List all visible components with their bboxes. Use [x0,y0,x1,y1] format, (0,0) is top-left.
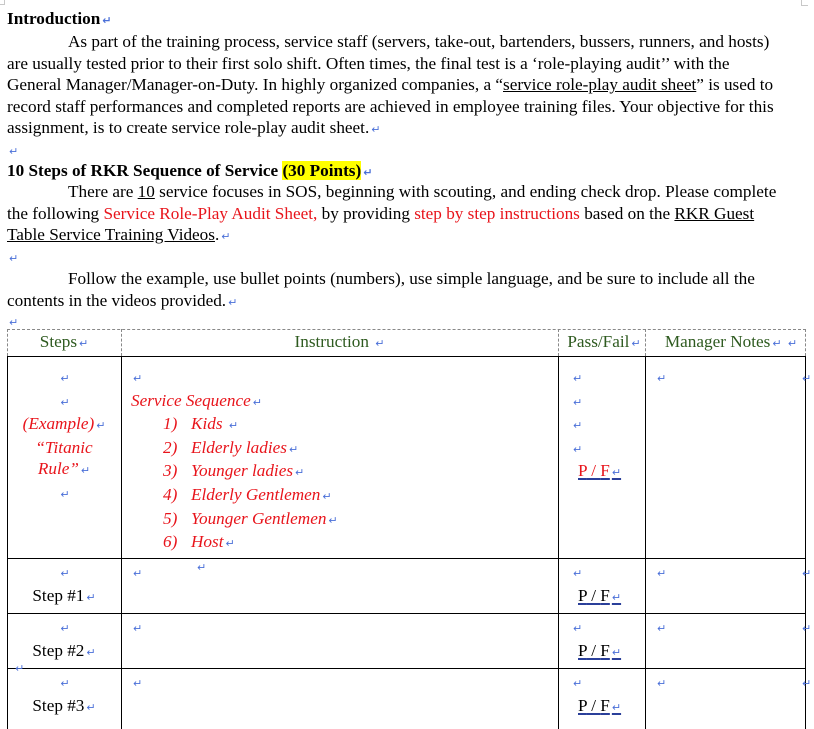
page-corner-mark [801,0,808,6]
example-instruction: ↵ Service Sequence ↵ 1) Kids ↵ 2) Elderly ladies ↵ 3) Younger ladies ↵ 4) Elderly Gentlemen ↵ 5) Younger Gentlemen ↵ 6) Host ↵ ↵ [131,366,551,578]
paragraph-mark: ↵ [15,662,25,675]
step-pass-fail[interactable]: ↵ P / F ↵ [573,677,622,715]
audit-sheet-link[interactable]: service role-play audit sheet [503,75,697,95]
header-pass-fail: Pass/Fail ↵ [567,332,641,351]
step-instruction-field[interactable]: ↵ [133,677,143,690]
list-item: 1) Kids ↵ [163,414,239,434]
list-item: 2) Elderly ladies ↵ [163,437,299,457]
step-instruction-field[interactable]: ↵ [133,622,143,635]
row-end-mark: ↵ [802,677,812,690]
step-label: ↵ Step #3 ↵ [32,677,96,715]
steps-paragraph: There are 10 service focuses in SOS, beginning with scouting, and ending check drop. Please complete the following Service Role-Play Audit Sheet, by providing step by step instructions based on the RKR Guest Table Service Training Videos. ↵ [7,182,777,245]
example-pass-fail: ↵ ↵ ↵ ↵ P / F ↵ [573,372,622,481]
intro-heading: Introduction ↵ [7,9,112,28]
intro-paragraph: As part of the training process, service staff (servers, take-out, bartenders, bussers, runners, and hosts) are usually tested prior to their first solo shift. Often times, the final test is a ‘role-playing audit’’ with the General Manager/Manager-on-Duty. In highly organized companies, a “service role-play audit sheet” is used to record staff performances and completed reports are achieved in employee training files. Your objective for this assignment, is to create service role-play audit sheet. ↵ [7,32,774,138]
points-highlight: (30 Points) [282,161,362,180]
example-notes: ↵ [657,372,667,385]
step-label: ↵ Step #1 ↵ [32,567,96,605]
list-item: 3) Younger ladies ↵ [163,461,305,481]
step-notes-field[interactable]: ↵ [657,677,667,690]
list-item: 4) Elderly Gentlemen ↵ [163,484,332,504]
step-notes-field[interactable]: ↵ [657,622,667,635]
training-videos-link[interactable]: RKR Guest Table Service Training Videos [7,203,755,245]
service-sequence-title: Service Sequence ↵ [131,390,262,410]
header-manager-notes: Manager Notes ↵ ↵ [664,332,798,351]
row-end-mark: ↵ [802,372,812,385]
page-corner-mark [0,0,5,5]
list-item: 5) Younger Gentlemen ↵ [163,508,338,528]
header-instruction: Instruction ↵ [294,332,385,351]
step-label: ↵ Step #2 ↵ [32,622,96,660]
list-item: 6) Host ↵ [163,532,235,552]
audit-table [7,329,812,729]
step-pass-fail[interactable]: ↵ P / F ↵ [573,567,622,605]
steps-heading: 10 Steps of RKR Sequence of Service (30 Points) ↵ [7,161,373,180]
row-end-mark: ↵ [802,622,812,635]
paragraph-mark: ↵ [9,316,19,329]
paragraph-mark: ↵ [9,145,19,158]
step-instruction-field[interactable]: ↵ [133,567,143,580]
example-step-label: ↵ ↵ (Example) ↵ “Titanic Rule” ↵ ↵ [22,372,106,501]
step-notes-field[interactable]: ↵ [657,567,667,580]
header-steps: Steps ↵ [39,332,89,351]
step-pass-fail[interactable]: ↵ P / F ↵ [573,622,622,660]
service-sequence-list [131,413,551,555]
instructions-paragraph: Follow the example, use bullet points (numbers), use simple language, and be sure to include all the contents in the videos provided. ↵ [7,269,755,310]
row-end-mark: ↵ [802,567,812,580]
paragraph-mark: ↵ [9,252,19,265]
